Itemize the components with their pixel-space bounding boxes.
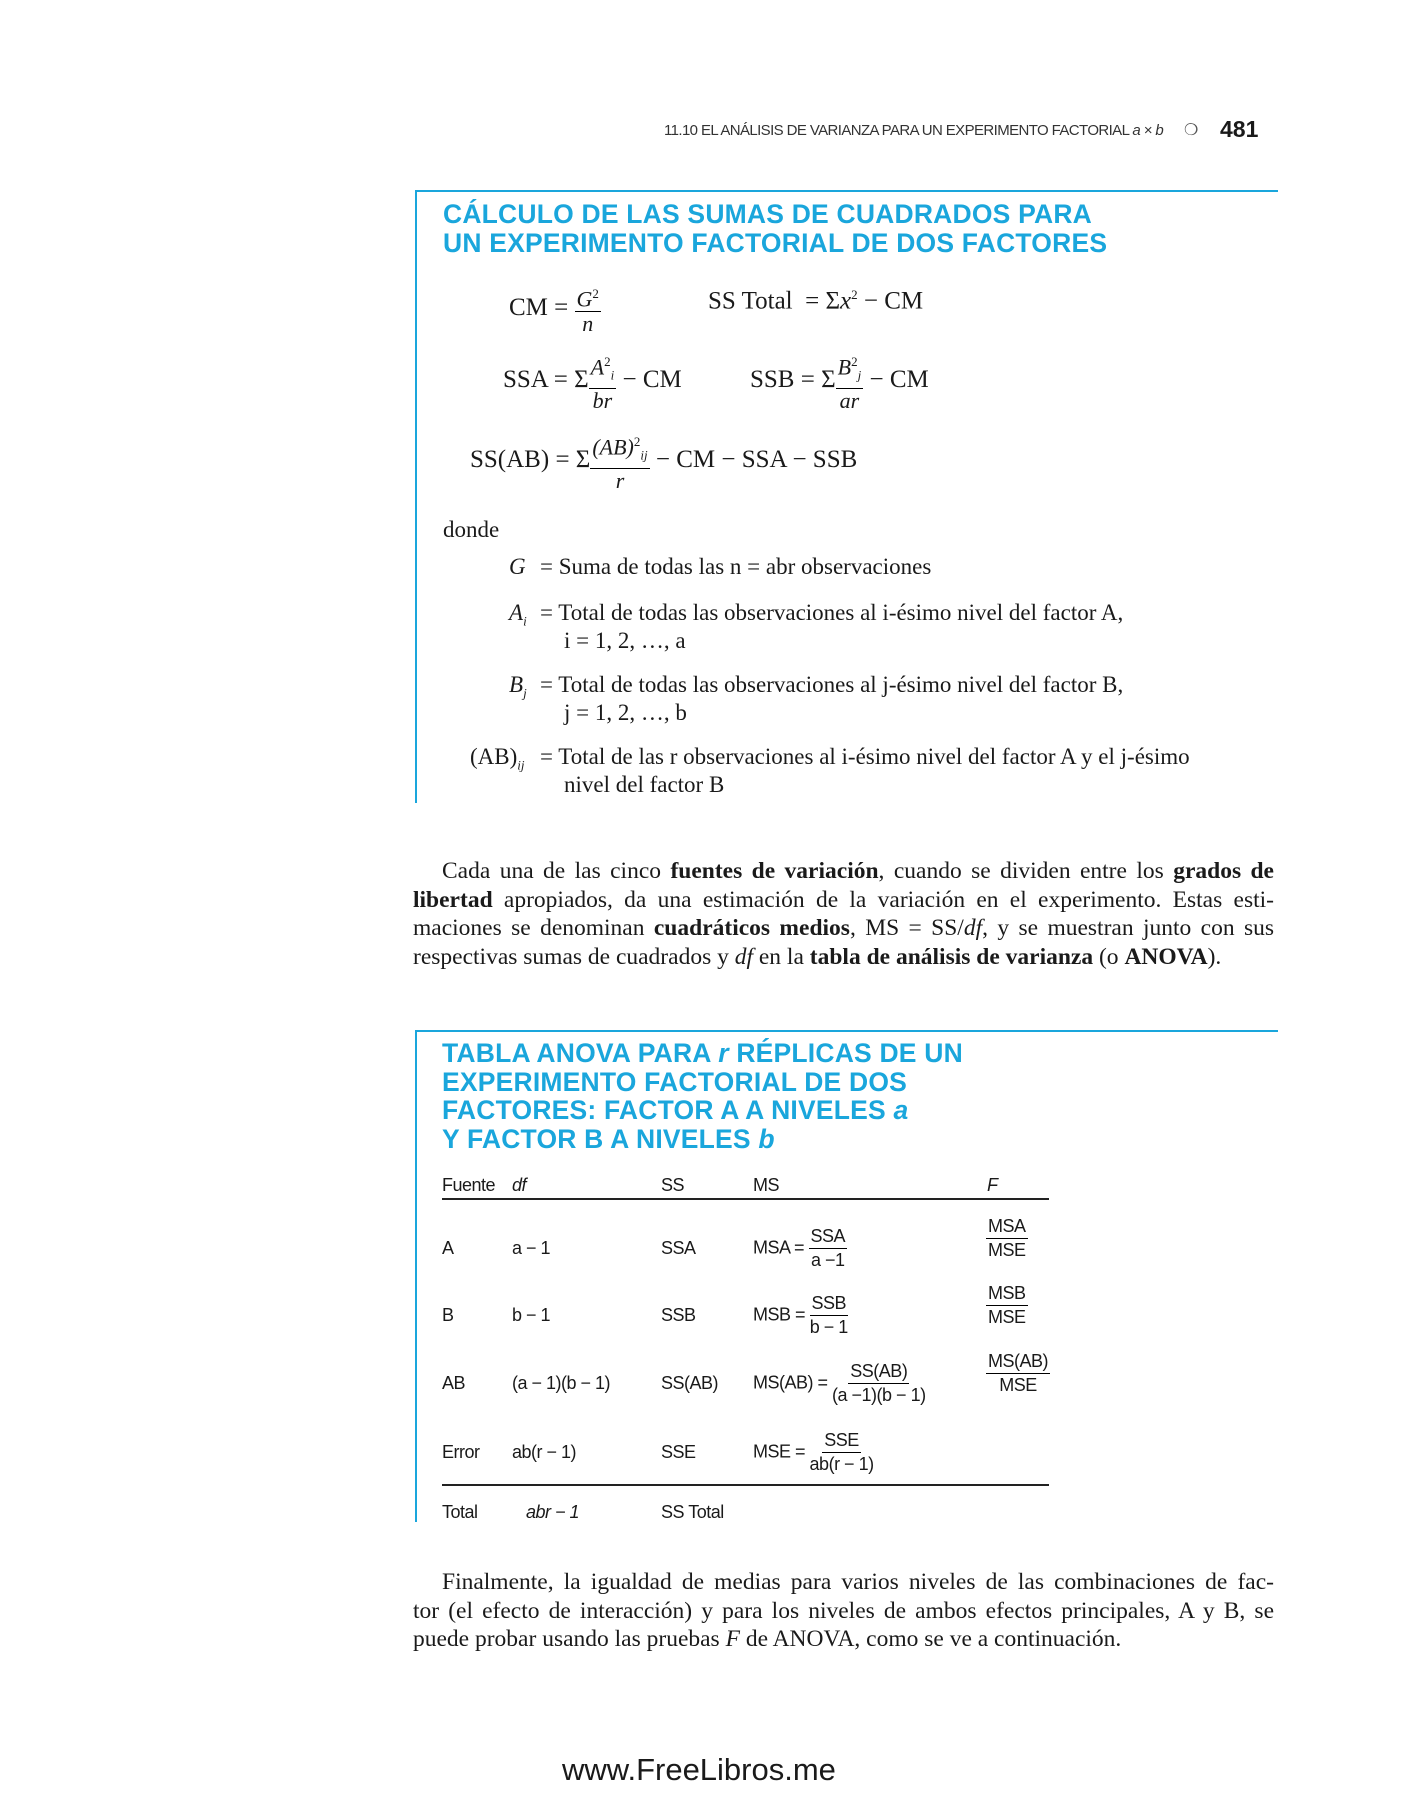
definition-symbol — [509, 672, 527, 702]
ms-label: MSE = — [753, 1441, 806, 1462]
axb: a × b — [1132, 122, 1164, 139]
paragraph-line — [413, 1597, 1274, 1626]
numerator: SSB — [810, 1292, 849, 1316]
donde-label: donde — [443, 517, 500, 542]
italic-term: df — [734, 943, 753, 970]
eq: = Σ — [805, 287, 841, 315]
num: G — [576, 286, 593, 312]
var: x — [840, 287, 852, 315]
symbol: G — [509, 554, 526, 579]
rest: − CM — [863, 366, 929, 394]
header-fuente: Fuente — [442, 1175, 496, 1195]
italic-term: F — [725, 1626, 740, 1653]
header-ms: MS — [753, 1175, 779, 1195]
ms-label: MSB = — [753, 1304, 806, 1325]
paragraph-line — [413, 943, 1274, 972]
sup: 2 — [604, 354, 611, 369]
italic-variable: r — [718, 1038, 729, 1068]
eq: = Σ — [553, 366, 589, 394]
symbol: (AB) — [470, 744, 518, 769]
ms-fraction — [810, 1429, 874, 1476]
numerator: MSA — [986, 1215, 1028, 1239]
sub: ij — [640, 447, 648, 463]
row-ss: SSE — [661, 1442, 696, 1462]
page-number: 481 — [1220, 116, 1259, 142]
total-rule — [442, 1484, 1049, 1486]
row-ss: SS(AB) — [661, 1373, 719, 1393]
row-ss: SSA — [661, 1238, 696, 1258]
header-rule — [442, 1198, 1049, 1200]
den: n — [582, 311, 594, 337]
text: puede probar usando las pruebas — [413, 1626, 726, 1653]
fraction — [836, 350, 864, 413]
text: (o — [1093, 943, 1125, 970]
f-ratio — [986, 1215, 1028, 1262]
formula-cm — [509, 282, 601, 336]
denominator: MSE — [999, 1375, 1037, 1395]
row-source: B — [442, 1305, 454, 1325]
row-ss: SSB — [661, 1305, 696, 1325]
text: ). — [1207, 943, 1222, 970]
text: Finalmente, la igualdad de medias para varios niveles de las combinaciones de fac- — [442, 1569, 1274, 1595]
running-title: 11.10 EL ANÁLISIS DE VARIANZA PARA UN EXPERIMENTO FACTORIAL — [664, 122, 1133, 139]
formula-ssa — [503, 350, 682, 413]
text: en la — [753, 943, 810, 970]
text: Cada una de las cinco — [442, 858, 671, 884]
denominator: (a −1)(b − 1) — [832, 1385, 926, 1405]
denominator: MSE — [988, 1240, 1026, 1260]
denominator: b − 1 — [809, 1317, 848, 1337]
running-header — [664, 122, 1163, 139]
total-df: abr − 1 — [526, 1502, 580, 1522]
header-ss: SS — [661, 1175, 685, 1195]
numerator: MSB — [986, 1282, 1028, 1306]
bold-term: tabla de análisis de varianza — [809, 943, 1094, 970]
header-f: F — [987, 1175, 998, 1195]
subscript: i — [523, 613, 527, 629]
row-df: ab(r − 1) — [512, 1442, 577, 1462]
text: de ANOVA, como se ve a continuación. — [739, 1626, 1122, 1653]
bold-term: grados de — [1173, 858, 1274, 884]
text: Y FACTOR B A NIVELES — [442, 1123, 759, 1154]
total-source: Total — [442, 1502, 478, 1522]
definition-text: i = 1, 2, …, a — [564, 628, 686, 653]
symbol: B — [509, 672, 524, 697]
italic-variable: a — [893, 1095, 909, 1125]
box2-title-line — [442, 1068, 963, 1097]
fraction — [590, 430, 649, 493]
row-source: A — [442, 1238, 454, 1258]
box2-title-line — [442, 1096, 963, 1125]
definition-text: = Total de las r observaciones al i-ésimo nivel del factor A y el j-ésimo — [540, 744, 1190, 769]
text: apropiados, da una estimación de la variación en el experimento. Estas esti- — [492, 886, 1274, 913]
sup: 2 — [851, 354, 858, 369]
definition-text: nivel del factor B — [564, 772, 725, 797]
numerator: SSA — [809, 1225, 848, 1249]
eq: = Σ — [555, 446, 591, 474]
box1-title — [443, 200, 1107, 257]
definition-text: = Suma de todas las n = abr observaciones — [540, 554, 932, 579]
row-df: a − 1 — [512, 1238, 551, 1258]
numerator: MS(AB) — [986, 1350, 1050, 1374]
numerator: SS(AB) — [848, 1360, 909, 1384]
paragraph-line — [413, 1625, 1274, 1654]
row-ms — [753, 1292, 848, 1339]
bold-term: cuadráticos medios — [653, 915, 850, 942]
row-df: (a − 1)(b − 1) — [512, 1373, 611, 1393]
ms-label: MSA = — [753, 1237, 805, 1258]
symbol: A — [509, 600, 524, 625]
paragraph-conclusion — [413, 1568, 1274, 1654]
den: ar — [839, 387, 860, 413]
row-ms — [753, 1225, 847, 1272]
bold-term: fuentes de variación — [670, 858, 879, 884]
f-ratio — [986, 1282, 1028, 1329]
paragraph-line — [413, 886, 1274, 915]
denominator: ab(r − 1) — [809, 1454, 874, 1474]
ms-fraction — [810, 1292, 849, 1339]
denominator: a −1 — [811, 1250, 845, 1270]
footer-watermark: www.FreeLibros.me — [562, 1752, 836, 1787]
fraction — [575, 282, 601, 336]
box2-title — [442, 1039, 963, 1153]
eq: = — [554, 293, 569, 321]
text: , y se muestran junto con sus — [982, 915, 1274, 942]
header-df: df — [512, 1175, 527, 1195]
box2-title-line — [442, 1039, 963, 1068]
row-ms — [753, 1429, 874, 1476]
definition-symbol — [470, 744, 525, 774]
rest: − CM — [857, 287, 924, 315]
formula-ssb — [750, 350, 929, 413]
text: , cuando se dividen entre los — [878, 858, 1174, 884]
sup: 2 — [633, 434, 641, 449]
box1-title-line: UN EXPERIMENTO FACTORIAL DE DOS FACTORES — [443, 227, 1108, 258]
definition-text: j = 1, 2, …, b — [564, 700, 687, 725]
den: r — [615, 467, 625, 493]
lhs: CM — [509, 293, 548, 321]
num: A — [590, 354, 605, 380]
text: respectivas sumas de cuadrados y — [413, 943, 735, 970]
row-source: AB — [442, 1373, 466, 1393]
ms-fraction — [809, 1225, 848, 1272]
text: EXPERIMENTO FACTORIAL DE DOS — [442, 1066, 908, 1097]
formula-ssab — [470, 430, 857, 493]
definition-text: = Total de todas las observaciones al j-ésimo nivel del factor B, — [540, 672, 1124, 697]
italic-variable: b — [758, 1123, 775, 1154]
row-source: Error — [442, 1442, 480, 1462]
definition-symbol — [509, 600, 527, 630]
sub: i — [610, 367, 615, 383]
sup: 2 — [851, 287, 858, 302]
definition-text: = Total de todas las observaciones al i-ésimo nivel del factor A, — [540, 600, 1124, 625]
lhs: SSA — [503, 366, 548, 394]
sub: j — [857, 367, 862, 383]
paragraph-line — [413, 857, 1274, 886]
bullet-icon: ❍ — [1184, 122, 1199, 139]
row-df: b − 1 — [512, 1305, 551, 1325]
total-ss: SS Total — [661, 1502, 724, 1522]
subscript: j — [523, 685, 527, 701]
rest: − CM − SSA − SSB — [649, 446, 858, 474]
text: maciones se denominan — [413, 915, 654, 942]
text: FACTORES: FACTOR A A NIVELES — [442, 1095, 894, 1125]
bold-term: ANOVA — [1124, 943, 1208, 970]
paragraph-line — [413, 1568, 1274, 1597]
sup: 2 — [592, 286, 599, 301]
den: br — [592, 387, 613, 413]
eq: = Σ — [800, 366, 836, 394]
lhs: SS(AB) — [470, 446, 550, 474]
definition-symbol — [509, 554, 526, 580]
italic-term: df — [963, 915, 983, 942]
box2-title-line — [442, 1125, 963, 1154]
lhs: SSB — [750, 366, 795, 394]
text: tor (el efecto de interacción) y para los niveles de ambos efectos principales, A y B, se — [413, 1597, 1274, 1624]
row-ms — [753, 1360, 926, 1407]
numerator: SSE — [822, 1429, 861, 1453]
num: (AB) — [592, 434, 634, 460]
bold-term: libertad — [413, 886, 493, 913]
text: TABLA ANOVA PARA — [442, 1038, 719, 1068]
formula-sstotal — [708, 287, 923, 315]
ms-label: MS(AB) = — [753, 1372, 828, 1393]
lhs: SS Total — [708, 287, 793, 315]
text: RÉPLICAS DE UN — [728, 1038, 963, 1068]
paragraph-line — [413, 914, 1274, 943]
text: , MS = SS/ — [849, 915, 964, 942]
num: B — [837, 354, 852, 380]
paragraph-anova-intro — [413, 857, 1274, 971]
denominator: MSE — [988, 1307, 1026, 1327]
box1-title-line: CÁLCULO DE LAS SUMAS DE CUADRADOS PARA — [443, 199, 1093, 229]
ms-fraction — [832, 1360, 926, 1407]
fraction — [589, 350, 617, 413]
rest: − CM — [616, 366, 682, 394]
f-ratio — [986, 1350, 1050, 1397]
subscript: ij — [517, 757, 525, 773]
